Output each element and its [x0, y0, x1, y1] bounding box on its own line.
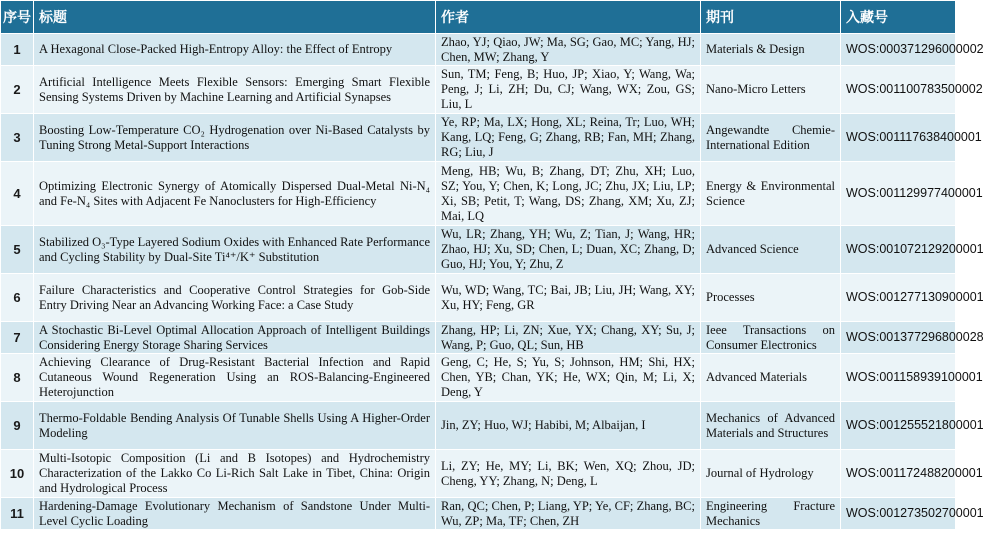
paper-title-text: Achieving Clearance of Drug-Resistant Bacterial Infection and Rapid Cutaneous Wound Regeneration Using an ROS-Balancing-Engineered Heterojunction — [39, 355, 430, 399]
paper-wos-id — [841, 354, 983, 402]
paper-authors-text: Ye, RP; Ma, LX; Hong, XL; Reina, Tr; Luo, WH; Kang, LQ; Feng, G; Zhang, RB; Fan, MH; Zhang, RG; Liu, J — [441, 115, 695, 159]
table-row — [1, 226, 956, 274]
paper-wos-id — [841, 162, 983, 226]
paper-authors — [436, 274, 701, 322]
header-title: 标题 — [34, 1, 436, 34]
row-number-text: 8 — [13, 370, 21, 385]
paper-journal — [701, 450, 841, 498]
row-number — [1, 114, 34, 162]
row-number — [1, 34, 34, 66]
row-number-text: 11 — [10, 506, 24, 521]
paper-title — [34, 34, 436, 66]
paper-journal — [701, 226, 841, 274]
row-number — [1, 66, 34, 114]
paper-journal-text: Advanced Science — [706, 242, 799, 256]
row-number — [1, 498, 34, 530]
paper-wos-id-text: WOS:001117638400001 — [846, 130, 982, 144]
paper-journal-text: Mechanics of Advanced Materials and Structures — [706, 410, 835, 440]
paper-title — [34, 450, 436, 498]
table-row — [1, 354, 956, 402]
paper-title — [34, 498, 436, 530]
row-number — [1, 402, 34, 450]
paper-wos-id — [841, 450, 983, 498]
paper-title-text: A Hexagonal Close-Packed High-Entropy Alloy: the Effect of Entropy — [39, 42, 393, 56]
paper-authors — [436, 226, 701, 274]
row-number-text: 7 — [13, 330, 21, 345]
paper-authors-text: Li, ZY; He, MY; Li, BK; Wen, XQ; Zhou, JD; Cheng, YY; Zhang, N; Deng, L — [441, 458, 695, 488]
paper-journal-text: Journal of Hydrology — [706, 466, 814, 480]
paper-authors — [436, 402, 701, 450]
paper-title-text: Hardening-Damage Evolutionary Mechanism of Sandstone Under Multi-Level Cyclic Loading — [39, 498, 430, 528]
paper-title-text: Boosting Low-Temperature CO₂ Hydrogenation over Ni-Based Catalysts by Tuning Strong Metal-Support Interactions — [39, 122, 430, 152]
paper-journal — [701, 114, 841, 162]
paper-wos-id-text: WOS:001277130900001 — [846, 290, 984, 304]
paper-journal-text: Materials & Design — [706, 42, 805, 56]
paper-wos-id-text: WOS:000371296000002 — [846, 42, 984, 56]
paper-title-text: A Stochastic Bi-Level Optimal Allocation Approach of Intelligent Buildings Considering Energy Storage Sharing Services — [39, 322, 430, 352]
paper-title-text: Optimizing Electronic Synergy of Atomically Dispersed Dual-Metal Ni-N₄ and Fe-N₄ Sites with Adjacent Fe Nanoclusters for High-Efficiency — [39, 178, 430, 208]
paper-wos-id-text: WOS:001129977400001 — [846, 186, 983, 200]
paper-journal — [701, 498, 841, 530]
paper-title-text: Thermo-Foldable Bending Analysis Of Tunable Shells Using A Higher-Order Modeling — [39, 410, 430, 440]
paper-authors-text: Wu, LR; Zhang, YH; Wu, Z; Tian, J; Wang, HR; Zhao, HJ; Xu, SD; Chen, L; Duan, XC; Zhang, D; Guo, HJ; You, Y; Zhu, Z — [441, 227, 695, 271]
paper-wos-id-text: WOS:001100783500002 — [846, 82, 983, 96]
row-number — [1, 322, 34, 354]
paper-title — [34, 226, 436, 274]
paper-journal — [701, 402, 841, 450]
paper-authors — [436, 498, 701, 530]
table-row — [1, 322, 956, 354]
paper-authors-text: Meng, HB; Wu, B; Zhang, DT; Zhu, XH; Luo, SZ; You, Y; Chen, K; Long, JC; Zhu, JX; Liu, LP; Xi, SB; Petit, T; Wang, DS; Zhang, XM; Xu, ZJ; Mai, LQ — [441, 163, 695, 223]
row-number-text: 3 — [13, 130, 21, 145]
table-row — [1, 162, 956, 226]
paper-journal-text: Ieee Transactions on Consumer Electronics — [706, 322, 835, 352]
row-number-text: 9 — [13, 418, 21, 433]
paper-wos-id — [841, 402, 984, 450]
paper-wos-id — [841, 226, 984, 274]
paper-authors-text: Jin, ZY; Huo, WJ; Habibi, M; Albaijan, I — [441, 418, 646, 432]
paper-wos-id-text: WOS:001377296800028 — [846, 330, 984, 344]
table-row — [1, 450, 956, 498]
paper-journal — [701, 322, 841, 354]
paper-authors — [436, 322, 701, 354]
paper-authors-text: Zhao, YJ; Qiao, JW; Ma, SG; Gao, MC; Yang, HJ; Chen, MW; Zhang, Y — [441, 34, 695, 64]
row-number — [1, 450, 34, 498]
paper-authors-text: Wu, WD; Wang, TC; Bai, JB; Liu, JH; Wang, XY; Xu, HY; Feng, GR — [441, 282, 695, 312]
paper-title — [34, 354, 436, 402]
paper-wos-id — [841, 322, 984, 354]
paper-authors — [436, 354, 701, 402]
paper-title-text: Failure Characteristics and Cooperative Control Strategies for Gob-Side Entry Driving Near an Advancing Working Face: a Case Study — [39, 282, 430, 312]
row-number-text: 2 — [13, 82, 21, 97]
paper-journal-text: Energy & Environmental Science — [706, 178, 835, 208]
table-row — [1, 114, 956, 162]
paper-title — [34, 322, 436, 354]
paper-title — [34, 274, 436, 322]
paper-journal-text: Advanced Materials — [706, 370, 808, 384]
paper-journal-text: Processes — [706, 290, 755, 304]
paper-wos-id-text: WOS:001172488200001 — [846, 466, 983, 480]
paper-wos-id-text: WOS:001072129200001 — [846, 242, 984, 256]
table-row — [1, 66, 956, 114]
paper-wos-id — [841, 274, 984, 322]
paper-authors — [436, 34, 701, 66]
table-body — [1, 34, 984, 530]
paper-authors — [436, 66, 701, 114]
paper-title-text: Stabilized O₃-Type Layered Sodium Oxides with Enhanced Rate Performance and Cycling Stability by Dual-Site Ti⁴⁺/K⁺ Substitution — [39, 234, 430, 264]
header-row — [1, 1, 956, 34]
paper-authors — [436, 114, 701, 162]
paper-wos-id — [841, 34, 984, 66]
table-row — [1, 498, 956, 530]
table-row — [1, 274, 956, 322]
header-no: 序号 — [1, 1, 34, 34]
paper-authors-text: Ran, QC; Chen, P; Liang, YP; Ye, CF; Zhang, BC; Wu, ZP; Ma, TF; Chen, ZH — [441, 498, 695, 528]
paper-journal — [701, 66, 841, 114]
paper-journal-text: Nano-Micro Letters — [706, 82, 806, 96]
paper-authors — [436, 162, 701, 226]
paper-wos-id — [841, 498, 984, 530]
paper-journal — [701, 34, 841, 66]
paper-authors-text: Geng, C; He, S; Yu, S; Johnson, HM; Shi, HX; Chen, YB; Chan, YK; He, WX; Qin, M; Li, X; Deng, Y — [441, 355, 695, 399]
paper-wos-id-text: WOS:001158939100001 — [846, 370, 983, 384]
paper-journal — [701, 274, 841, 322]
table-row — [1, 402, 956, 450]
paper-wos-id-text: WOS:001255521800001 — [846, 418, 984, 432]
paper-journal — [701, 162, 841, 226]
header-authors: 作者 — [436, 1, 701, 34]
row-number — [1, 226, 34, 274]
paper-title-text: Multi-Isotopic Composition (Li and B Isotopes) and Hydrochemistry Characterization of the Lakko Co Li-Rich Salt Lake in Tibet, China: Origin and Hydrological Process — [39, 451, 430, 495]
row-number-text: 6 — [13, 290, 21, 305]
header-wos: 入藏号 — [841, 1, 956, 34]
paper-title — [34, 66, 436, 114]
paper-journal-text: Engineering Fracture Mechanics — [706, 498, 835, 528]
paper-wos-id — [841, 66, 983, 114]
row-number — [1, 274, 34, 322]
paper-title — [34, 162, 436, 226]
row-number-text: 1 — [13, 42, 21, 57]
paper-authors — [436, 450, 701, 498]
paper-authors-text: Sun, TM; Feng, B; Huo, JP; Xiao, Y; Wang, Wa; Peng, J; Li, ZH; Du, CJ; Wang, WX; Zou, GS; Liu, L — [441, 67, 695, 111]
paper-wos-id — [841, 114, 982, 162]
paper-title — [34, 114, 436, 162]
paper-wos-id-text: WOS:001273502700001 — [846, 506, 984, 520]
paper-title-text: Artificial Intelligence Meets Flexible Sensors: Emerging Smart Flexible Sensing Systems Driven by Machine Learning and Artificial Synapses — [39, 74, 430, 104]
paper-journal-text: Angewandte Chemie-International Edition — [706, 122, 835, 152]
row-number-text: 4 — [13, 186, 21, 201]
row-number — [1, 354, 34, 402]
header-journal: 期刊 — [701, 1, 841, 34]
row-number-text: 5 — [13, 242, 21, 257]
paper-title — [34, 402, 436, 450]
row-number-text: 10 — [9, 466, 25, 481]
table-row — [1, 34, 956, 66]
row-number — [1, 162, 34, 226]
paper-journal — [701, 354, 841, 402]
paper-authors-text: Zhang, HP; Li, ZN; Xue, YX; Chang, XY; Su, J; Wang, P; Guo, QL; Sun, HB — [441, 322, 695, 352]
